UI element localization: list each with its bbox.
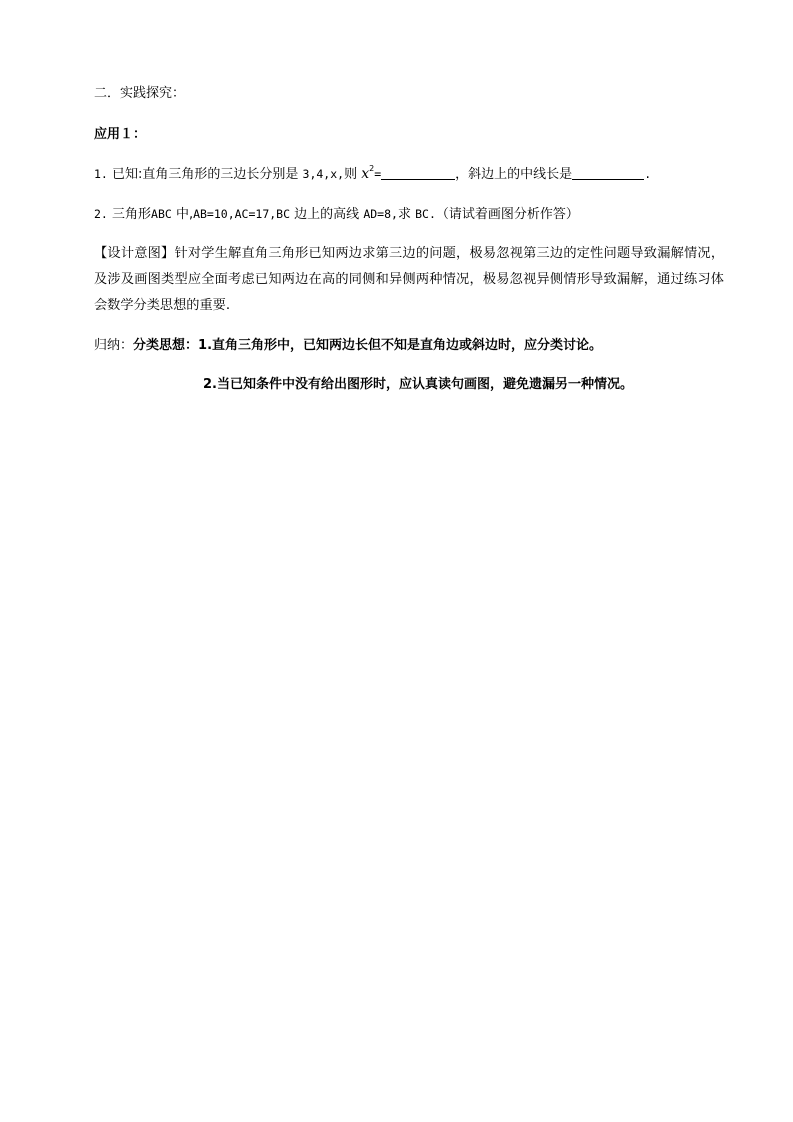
question-1-then: 则 <box>344 167 358 182</box>
question-1-text: 已知:直角三角形的三边长分别是 <box>112 167 299 182</box>
question-2-text-a: 三角形 <box>112 207 152 222</box>
question-2-given: AB=10,AC=17,BC <box>193 207 291 221</box>
question-1-number: 1. <box>94 167 108 181</box>
question-2-text-b: 中, <box>175 207 194 222</box>
question-1-median-text: ，斜边上的中线长是 <box>455 167 573 182</box>
question-2-hint: （请试着画图分析作答） <box>435 207 579 222</box>
question-1-period: . <box>644 167 652 181</box>
summary-line-1 <box>94 338 602 354</box>
question-2-ad: AD=8, <box>363 207 398 221</box>
design-intent-label: 【设计意图】 <box>94 246 175 261</box>
section-title: 二．实践探究： <box>94 86 186 101</box>
question-2-text-d: 求 <box>397 207 411 222</box>
application-heading: 应用１： <box>94 127 147 142</box>
question-1-exponent: 2 <box>369 164 375 173</box>
design-intent-paragraph <box>94 241 724 319</box>
design-intent-text: 针对学生解直角三角形已知两边求第三边的问题，极易忽视第三边的定性问题导致漏解情况，及涉及画图类型应全面考虑已知两边在高的同侧和异侧两种情况，极易忽视异侧情形导致漏解，通过练习体会数学分类思想的重要. <box>94 246 725 313</box>
summary-label: 归纳： <box>94 338 134 353</box>
summary-heading: 分类思想： <box>133 338 199 353</box>
question-2-number: 2. <box>94 207 108 221</box>
summary-point-2: 2.当已知条件中没有给出图形时，应认真读句画图，避免遗漏另一种情况。 <box>203 377 633 392</box>
question-2-bc: BC. <box>415 207 436 221</box>
question-2 <box>94 206 579 223</box>
question-2-text-c: 边上的高线 <box>294 207 360 222</box>
answer-blank-2[interactable] <box>572 166 644 180</box>
summary-point-1: 1.直角三角形中，已知两边长但不知是直角边或斜边时，应分类讨论。 <box>198 338 603 353</box>
question-1-values: 3,4,x, <box>302 167 345 181</box>
question-2-abc: ABC <box>151 207 172 221</box>
question-1 <box>94 166 651 183</box>
question-1-equals: = <box>374 167 382 181</box>
answer-blank-1[interactable] <box>381 166 455 180</box>
question-1-variable: x <box>361 166 370 182</box>
